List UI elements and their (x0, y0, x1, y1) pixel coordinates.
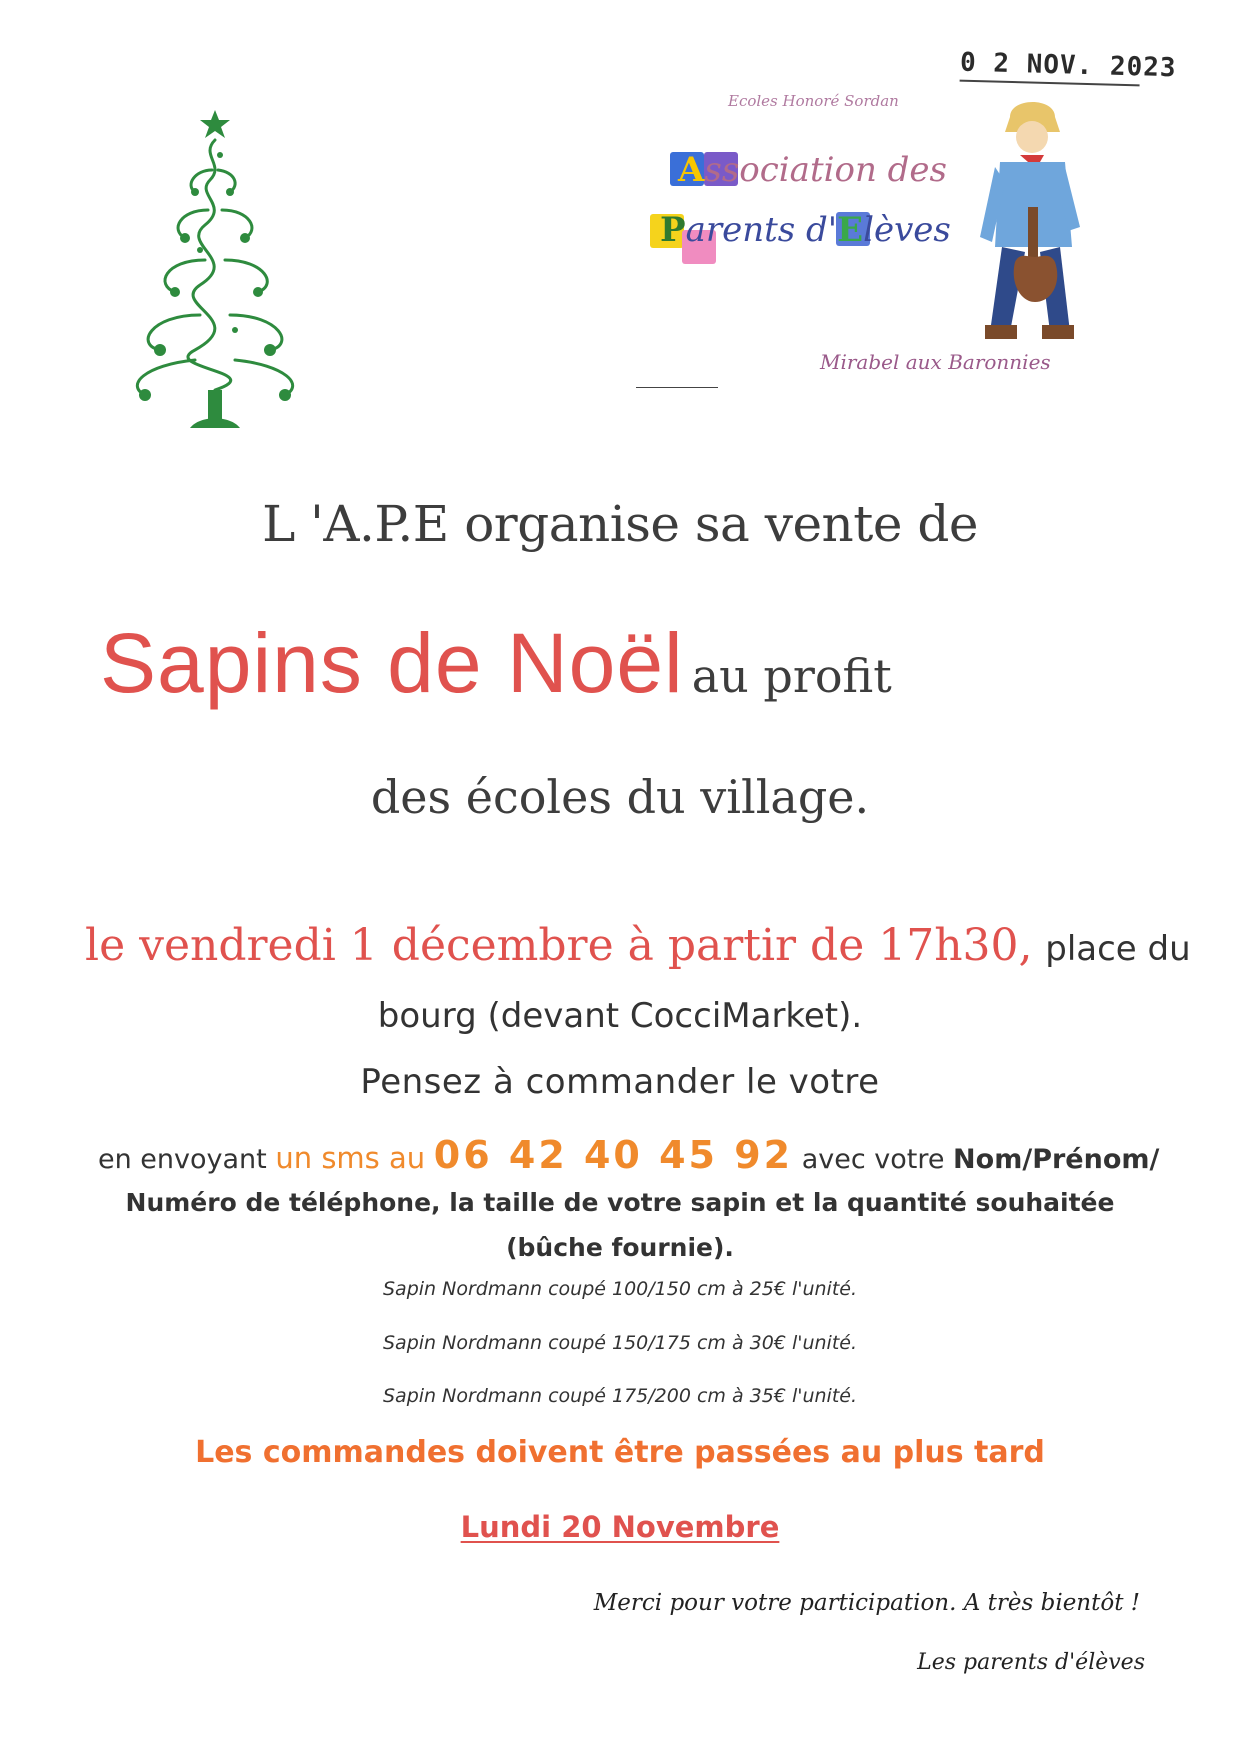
headline-line2-rest: au profit (691, 649, 892, 703)
received-date-stamp: 0 2 NOV. 2023 (960, 48, 1141, 87)
headline-line2 (100, 615, 1160, 712)
headline-highlight: Sapins de Noël (100, 616, 684, 710)
divider (636, 387, 718, 388)
order-instructions-line1 (98, 1133, 1160, 1177)
phone-number: 06 42 40 45 92 (433, 1133, 794, 1177)
logo-top-text: Ecoles Honoré Sordan (728, 92, 899, 110)
event-place-line2: bourg (devant CocciMarket). (377, 996, 863, 1036)
order-name: Nom/Prénom/ (953, 1144, 1160, 1175)
headline-line3: des écoles du village. (370, 770, 870, 824)
christmas-tree-icon (100, 110, 330, 430)
logo-initial-e: E (837, 210, 864, 250)
order-instructions-line3: (bûche fournie). (506, 1233, 734, 1262)
order-instructions-line2: Numéro de téléphone, la taille de votre sapin et la quantité souhaitée (125, 1188, 1115, 1217)
event-date-time: le vendredi 1 décembre à partir de 17h30, (85, 920, 1033, 971)
price-line: Sapin Nordmann coupé 175/200 cm à 35€ l'unité. (382, 1385, 857, 1407)
logo-bottom-text: Mirabel aux Baronnies (820, 350, 1051, 374)
headline-line1: L 'A.P.E organise sa vente de (262, 495, 978, 553)
logo-initial-a: A (678, 150, 705, 190)
deadline-date: Lundi 20 Novembre (460, 1510, 780, 1544)
guitarist-illustration (980, 97, 1090, 347)
order-with: avec votre (801, 1144, 945, 1175)
price-line: Sapin Nordmann coupé 100/150 cm à 25€ l'unité. (382, 1278, 857, 1300)
deadline-text: Les commandes doivent être passées au plus tard (195, 1435, 1045, 1470)
event-when-where (85, 920, 1191, 971)
price-line: Sapin Nordmann coupé 150/175 cm à 30€ l'unité. (382, 1332, 857, 1354)
order-heading: Pensez à commander le votre (360, 1062, 880, 1102)
closing-thanks: Merci pour votre participation. A très bientôt ! (593, 1590, 1140, 1616)
closing-signature: Les parents d'élèves (917, 1650, 1145, 1675)
logo-line1: ssociation des (704, 150, 947, 190)
event-place: place du (1045, 929, 1191, 969)
logo-line2-end: lèves (863, 210, 951, 250)
order-sms: un sms au (275, 1141, 426, 1175)
association-logo (650, 92, 1110, 392)
order-prefix: en envoyant (98, 1144, 267, 1175)
logo-line2: arents d' (685, 210, 838, 250)
logo-initial-p: P (660, 210, 686, 250)
